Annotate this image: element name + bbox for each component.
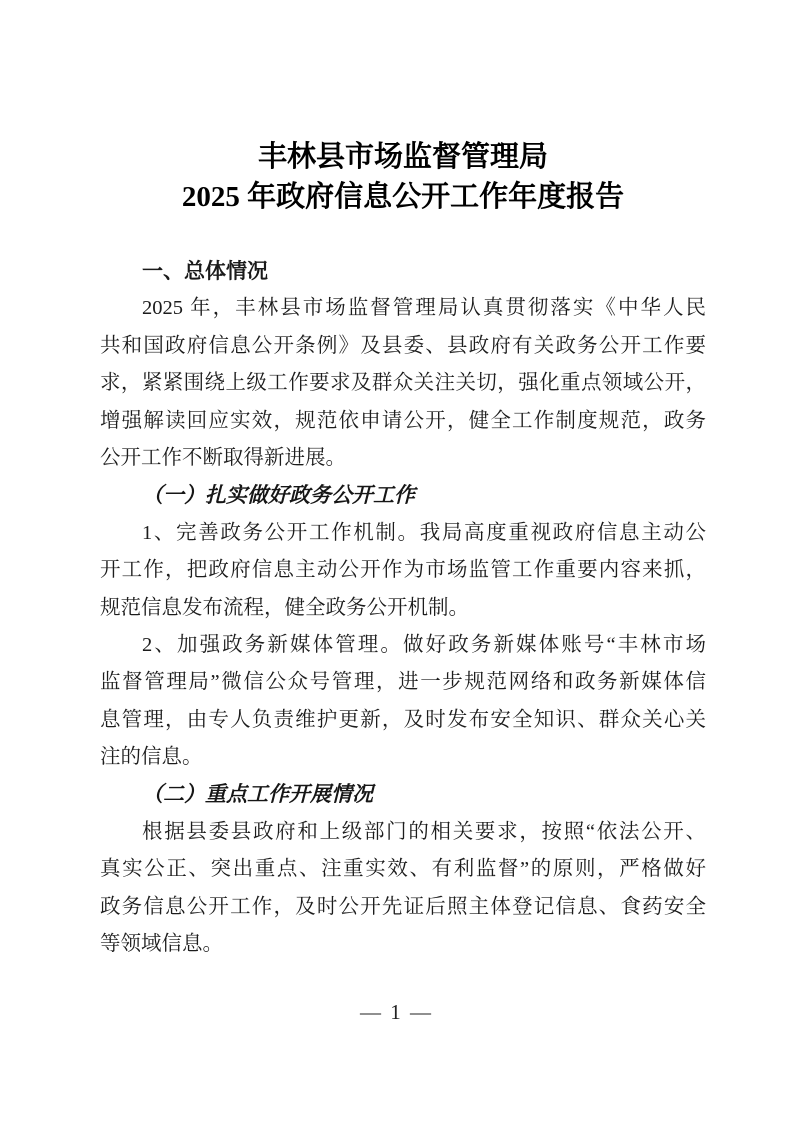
title-line-2: 2025 年政府信息公开工作年度报告 <box>181 181 625 213</box>
text-line: 公开工作不断取得新进展。 <box>100 446 346 469</box>
text-line: 1、完善政务公开工作机制。我局高度重视政府信息主动公 <box>142 521 706 544</box>
section-heading: 一、总体情况 <box>142 260 268 283</box>
paragraph <box>100 814 706 964</box>
text-line: 监督管理局”微信公众号管理，进一步规范网络和政务新媒体信 <box>100 671 706 694</box>
text-line: 息管理，由专人负责维护更新，及时发布安全知识、群众关心关 <box>100 708 706 731</box>
paragraph <box>100 515 706 627</box>
text-line: 真实公正、突出重点、注重实效、有利监督”的原则，严格做好 <box>100 858 706 881</box>
text-line: 共和国政府信息公开条例》及县委、县政府有关政务公开工作要 <box>100 334 706 357</box>
section-heading: （二）重点工作开展情况 <box>142 782 373 807</box>
document-content <box>100 137 706 963</box>
text-line: 2025 年，丰林县市场监督管理局认真贯彻落实《中华人民 <box>142 297 706 320</box>
page-number-footer: — 1 — <box>360 1000 433 1024</box>
paragraph <box>100 290 706 477</box>
text-line: 政务信息公开工作，及时公开先证后照主体登记信息、食药安全 <box>100 895 706 918</box>
text-line: 等领域信息。 <box>100 933 223 956</box>
text-line: 根据县委县政府和上级部门的相关要求，按照“依法公开、 <box>142 820 706 843</box>
document-body <box>100 253 706 963</box>
text-line: 注的信息。 <box>100 746 203 769</box>
text-line: 开工作，把政府信息主动公开作为市场监管工作重要内容来抓， <box>100 559 706 582</box>
text-line: 规范信息发布流程，健全政务公开机制。 <box>100 596 469 619</box>
paragraph <box>100 627 706 777</box>
text-line: 求，紧紧围绕上级工作要求及群众关注关切，强化重点领域公开， <box>100 372 706 395</box>
text-line: 增强解读回应实效，规范依申请公开，健全工作制度规范，政务 <box>100 409 706 432</box>
document-title <box>100 137 706 217</box>
section-heading: （一）扎实做好政务公开工作 <box>142 483 415 508</box>
title-line-1: 丰林县市场监督管理局 <box>257 141 548 173</box>
text-line: 2、加强政务新媒体管理。做好政务新媒体账号“丰林市场 <box>142 633 706 656</box>
